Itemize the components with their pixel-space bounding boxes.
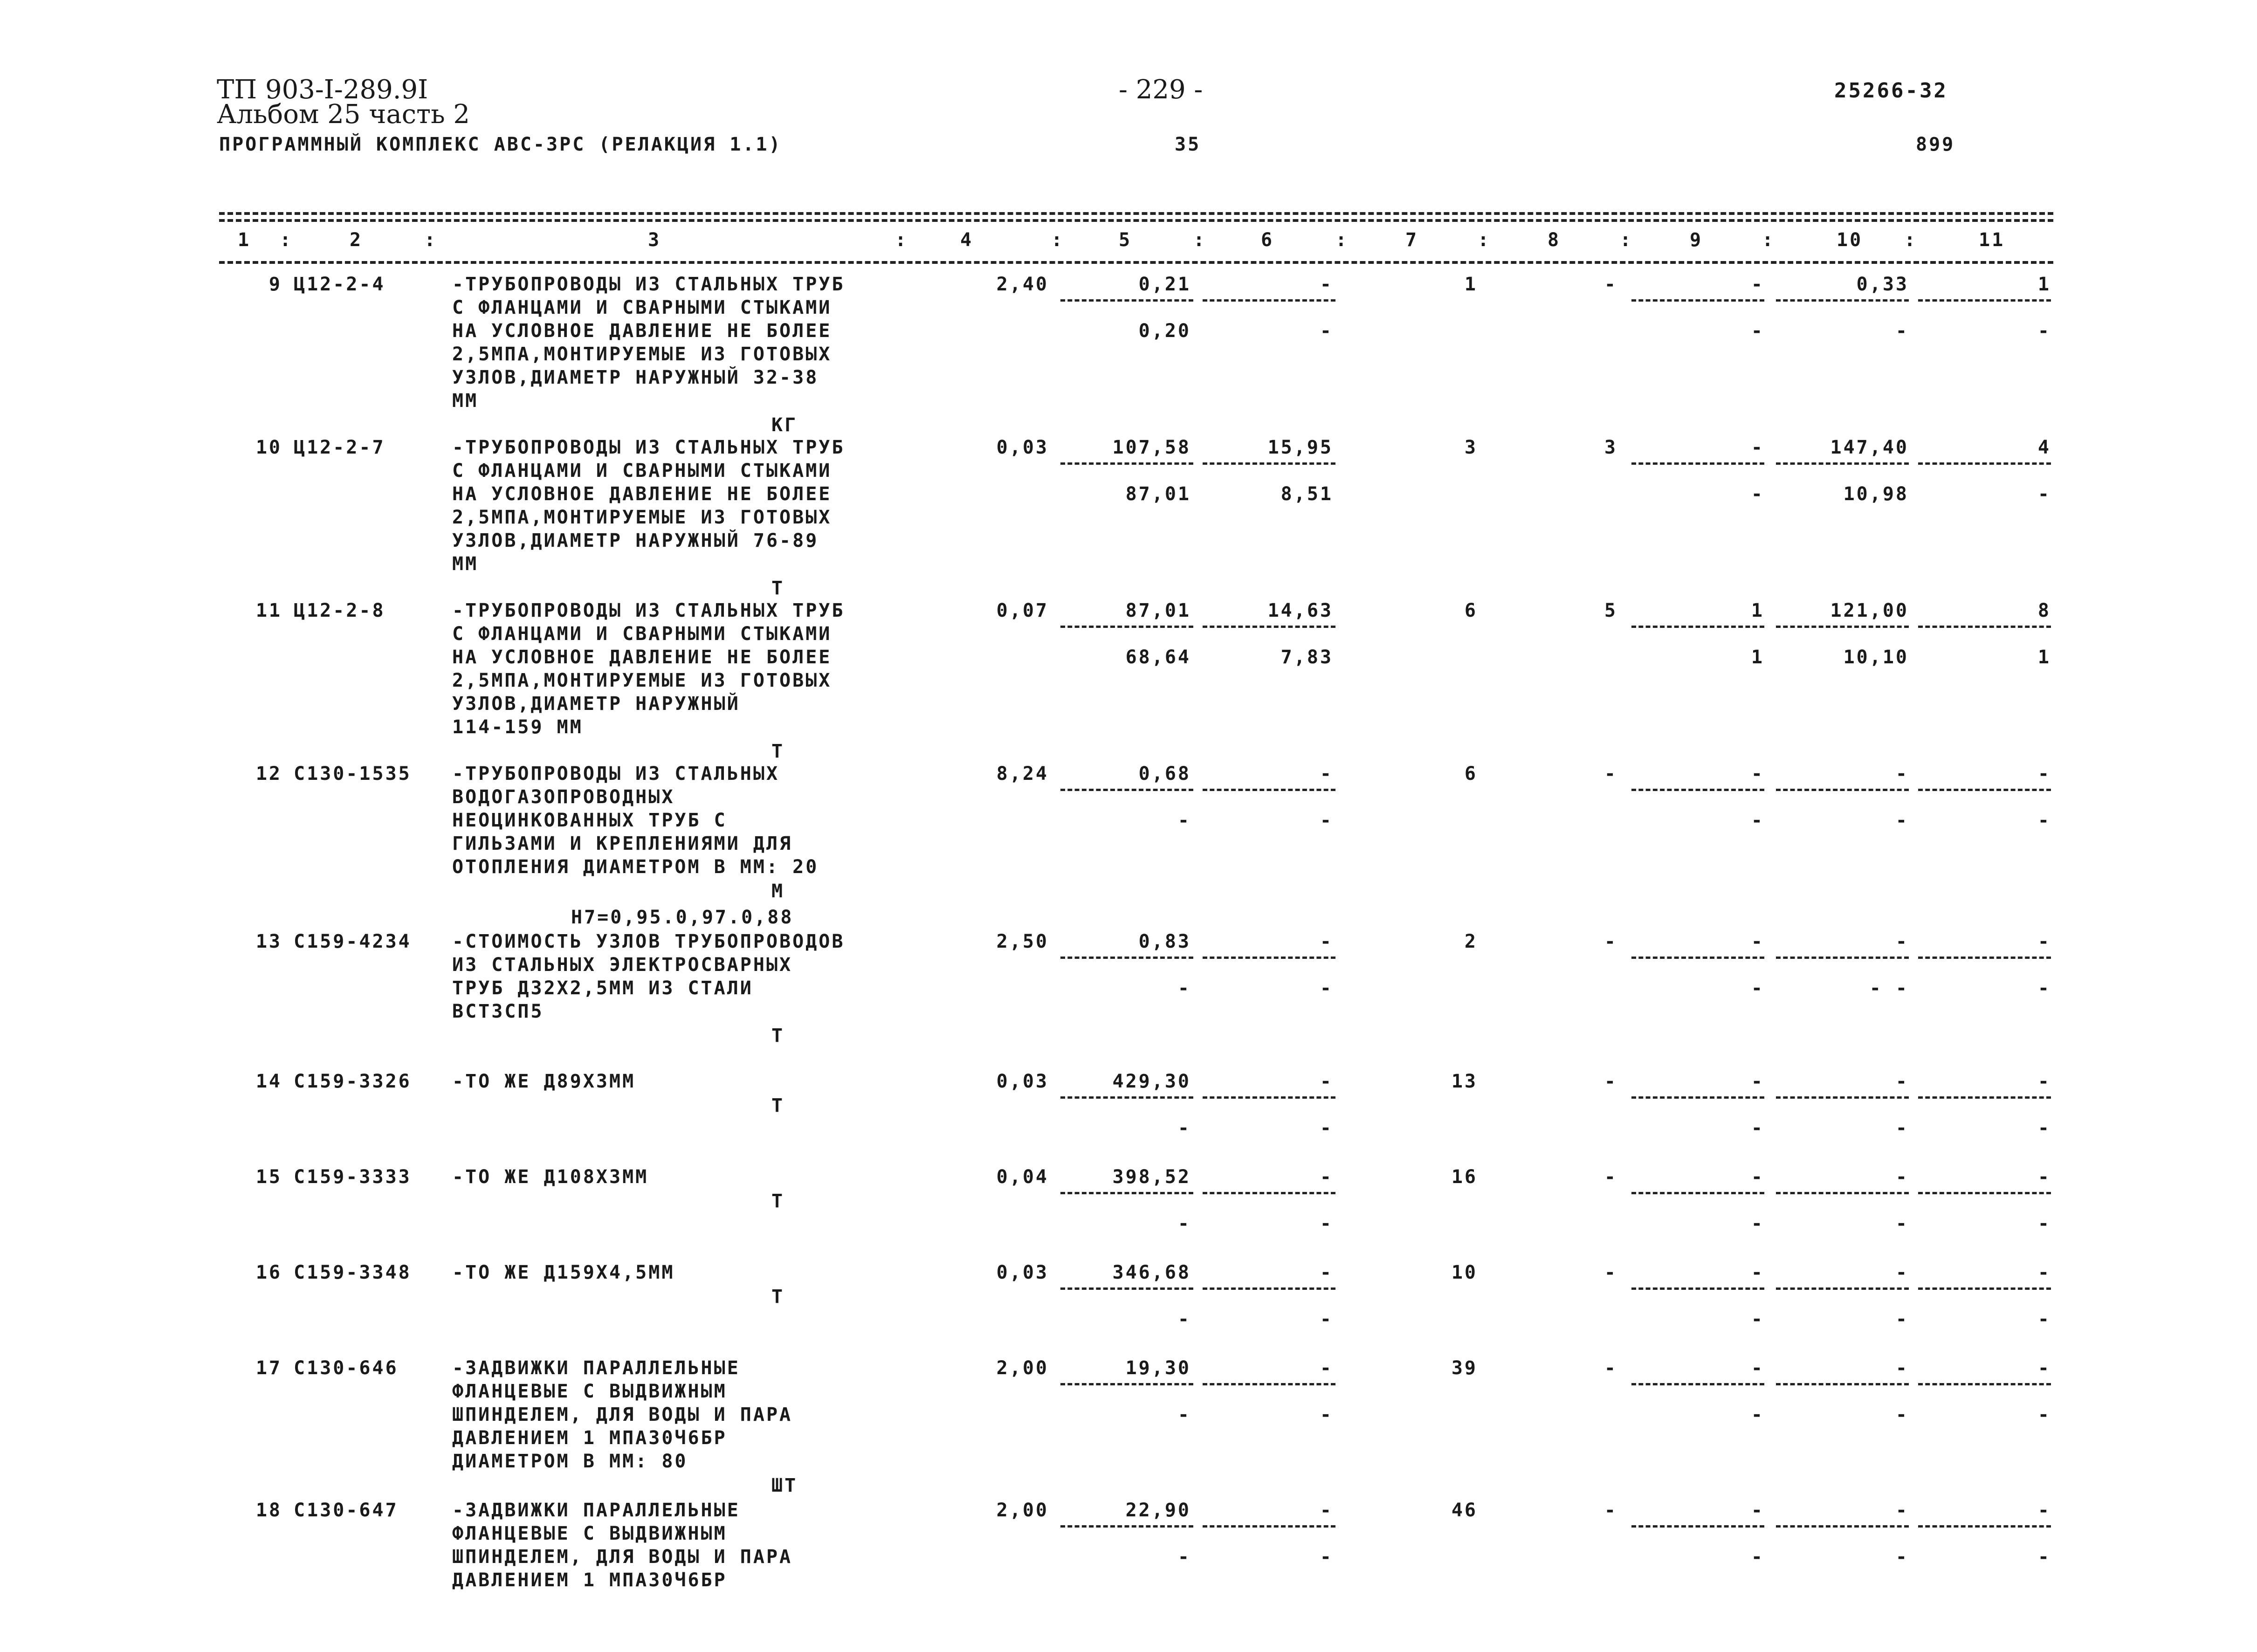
column-header-4: 4 xyxy=(960,229,974,251)
sub-divider xyxy=(1918,462,2051,465)
cell-col5-sub: - xyxy=(1177,977,1191,999)
cell-col10-sub: - xyxy=(1895,320,1909,342)
cell-col9: - xyxy=(1751,931,1764,952)
cell-col11-sub: - xyxy=(2037,810,2051,831)
cell-col6-sub: - xyxy=(1320,1546,1333,1568)
sub-divider xyxy=(1631,957,1764,959)
cell-col9: 1 xyxy=(1751,600,1764,621)
cell-col10: - xyxy=(1895,1071,1909,1092)
cell-col5: 346,68 xyxy=(1112,1262,1191,1283)
cell-col7: 3 xyxy=(1464,437,1478,458)
row-unit: Т xyxy=(771,741,785,762)
cell-col10: - xyxy=(1895,1500,1909,1521)
cell-col4: 0,03 xyxy=(996,1071,1049,1092)
row-number: 11 xyxy=(255,600,282,621)
column-header-3: 3 xyxy=(648,229,661,251)
cell-col7: 6 xyxy=(1464,763,1478,785)
sub-divider xyxy=(1203,626,1335,628)
row-number: 15 xyxy=(255,1166,282,1188)
cell-col9: - xyxy=(1751,1166,1764,1188)
cell-col6: - xyxy=(1320,1071,1333,1092)
cell-col9-sub: - xyxy=(1751,320,1764,342)
column-separator: : xyxy=(280,229,293,251)
sub-divider xyxy=(1631,1383,1764,1385)
cell-col8: - xyxy=(1604,274,1617,295)
cell-col10-sub: - xyxy=(1895,1308,1909,1330)
sub-divider xyxy=(1060,299,1193,302)
row-unit: ШТ xyxy=(771,1475,798,1496)
cell-col5: 398,52 xyxy=(1112,1166,1191,1188)
cell-col9-sub: - xyxy=(1751,1546,1764,1568)
column-separator: : xyxy=(1904,229,1918,251)
cell-col5: 22,90 xyxy=(1125,1500,1191,1521)
column-separator: : xyxy=(1478,229,1491,251)
sub-divider xyxy=(1631,299,1764,302)
cell-col8: - xyxy=(1604,931,1617,952)
cell-col9: - xyxy=(1751,1262,1764,1283)
cell-col11-sub: - xyxy=(2037,320,2051,342)
sub-divider xyxy=(1918,1096,2051,1099)
cell-col10: - xyxy=(1895,1166,1909,1188)
column-header-5: 5 xyxy=(1119,229,1132,251)
cell-col11-sub: - xyxy=(2037,1404,2051,1425)
sub-divider xyxy=(1918,1192,2051,1194)
row-description: -ТРУБОПРОВОДЫ ИЗ СТАЛЬНЫХ ВОДОГАЗОПРОВОДНЫХ НЕОЦИНКОВАННЫХ ТРУБ С ГИЛЬЗАМИ И КРЕПЛЕНИЯМИ ДЛЯ ОТОПЛЕНИЯ ДИАМЕТРОМ В ММ: 20 xyxy=(452,763,819,878)
cell-col5: 19,30 xyxy=(1125,1357,1191,1379)
cell-col9-sub: - xyxy=(1751,483,1764,505)
cell-col6: - xyxy=(1320,931,1333,952)
cell-col11-sub: - xyxy=(2037,977,2051,999)
sheet-number: 35 xyxy=(1175,134,1201,155)
sub-divider xyxy=(1776,1192,1909,1194)
cell-col11: - xyxy=(2037,1500,2051,1521)
row-code: С130-1535 xyxy=(294,763,412,785)
column-separator: : xyxy=(1193,229,1207,251)
cell-col6-sub: - xyxy=(1320,1117,1333,1139)
column-header-7: 7 xyxy=(1405,229,1419,251)
row-code: С130-647 xyxy=(294,1500,399,1521)
sub-divider xyxy=(1918,1287,2051,1290)
row-code: Ц12-2-4 xyxy=(294,274,385,295)
row-code: С130-646 xyxy=(294,1357,399,1379)
table-top-rule-2 xyxy=(219,219,2053,222)
sub-divider xyxy=(1776,957,1909,959)
cell-col5-sub: - xyxy=(1177,810,1191,831)
sub-divider xyxy=(1776,789,1909,791)
header-bottom-rule xyxy=(219,261,2053,264)
cell-col10: 0,33 xyxy=(1856,274,1909,295)
column-header-8: 8 xyxy=(1548,229,1561,251)
cell-col4: 0,03 xyxy=(996,437,1049,458)
cell-col4: 8,24 xyxy=(996,763,1049,785)
cell-col11: - xyxy=(2037,931,2051,952)
cell-col7: 39 xyxy=(1451,1357,1478,1379)
cell-col9-sub: - xyxy=(1751,1213,1764,1234)
cell-col5: 0,83 xyxy=(1138,931,1191,952)
cell-col9: - xyxy=(1751,1357,1764,1379)
cell-col11-sub: - xyxy=(2037,1117,2051,1139)
cell-col7: 1 xyxy=(1464,274,1478,295)
cell-col6: - xyxy=(1320,1166,1333,1188)
sub-divider xyxy=(1060,789,1193,791)
cell-col6-sub: - xyxy=(1320,1308,1333,1330)
cell-col7: 13 xyxy=(1451,1071,1478,1092)
cell-col6: - xyxy=(1320,274,1333,295)
row-number: 13 xyxy=(255,931,282,952)
cell-col7: 46 xyxy=(1451,1500,1478,1521)
sub-divider xyxy=(1631,1096,1764,1099)
cell-col9: - xyxy=(1751,1500,1764,1521)
row-description: -ТРУБОПРОВОДЫ ИЗ СТАЛЬНЫХ ТРУБ С ФЛАНЦАМИ И СВАРНЫМИ СТЫКАМИ НА УСЛОВНОЕ ДАВЛЕНИЕ НЕ БОЛЕЕ 2,5МПА,МОНТИРУЕМЫЕ ИЗ ГОТОВЫХ УЗЛОВ,ДИАМЕТР НАРУЖНЫЙ 76-89 ММ xyxy=(452,437,845,575)
row-unit: Т xyxy=(771,578,785,599)
sub-divider xyxy=(1203,1525,1335,1528)
column-header-10: 10 xyxy=(1837,229,1863,251)
cell-col11-sub: 1 xyxy=(2037,647,2051,668)
row-code: Ц12-2-8 xyxy=(294,600,385,621)
cell-col11: - xyxy=(2037,1357,2051,1379)
cell-col11: - xyxy=(2037,763,2051,785)
cell-col4: 2,40 xyxy=(996,274,1049,295)
sub-divider xyxy=(1918,789,2051,791)
cell-col6: - xyxy=(1320,1262,1333,1283)
column-header-1: 1 xyxy=(238,229,251,251)
row-code: С159-4234 xyxy=(294,931,412,952)
cell-col6: - xyxy=(1320,1500,1333,1521)
sub-divider xyxy=(1776,1096,1909,1099)
sub-divider xyxy=(1203,1383,1335,1385)
sub-divider xyxy=(1631,1525,1764,1528)
cell-col7: 6 xyxy=(1464,600,1478,621)
cell-col5-sub: - xyxy=(1177,1308,1191,1330)
cell-col6-sub: - xyxy=(1320,810,1333,831)
column-separator: : xyxy=(1620,229,1633,251)
cell-col6-sub: - xyxy=(1320,320,1333,342)
sub-divider xyxy=(1631,789,1764,791)
cell-col5-sub: - xyxy=(1177,1213,1191,1234)
row-code: С159-3348 xyxy=(294,1262,412,1283)
column-header-2: 2 xyxy=(350,229,363,251)
cell-col9-sub: - xyxy=(1751,1117,1764,1139)
cell-col4: 0,04 xyxy=(996,1166,1049,1188)
sub-divider xyxy=(1060,1287,1193,1290)
cell-col10: - xyxy=(1895,931,1909,952)
cell-col4: 0,07 xyxy=(996,600,1049,621)
cell-col5: 0,68 xyxy=(1138,763,1191,785)
row-number: 10 xyxy=(255,437,282,458)
sub-divider xyxy=(1631,626,1764,628)
cell-col10-sub: - xyxy=(1895,1546,1909,1568)
cell-col4: 2,00 xyxy=(996,1500,1049,1521)
cell-col5-sub: - xyxy=(1177,1404,1191,1425)
row-number: 18 xyxy=(255,1500,282,1521)
cell-col8: - xyxy=(1604,1071,1617,1092)
cell-col9: - xyxy=(1751,274,1764,295)
cell-col11: 8 xyxy=(2037,600,2051,621)
sheet-total: 899 xyxy=(1916,134,1955,155)
cell-col10: - xyxy=(1895,1357,1909,1379)
cell-col9-sub: - xyxy=(1751,810,1764,831)
sub-divider xyxy=(1776,1525,1909,1528)
cell-col10-sub: 10,10 xyxy=(1843,647,1909,668)
sub-divider xyxy=(1918,957,2051,959)
cell-col11-sub: - xyxy=(2037,1546,2051,1568)
sub-divider xyxy=(1203,1096,1335,1099)
cell-col10: - xyxy=(1895,1262,1909,1283)
row-description: -ТРУБОПРОВОДЫ ИЗ СТАЛЬНЫХ ТРУБ С ФЛАНЦАМИ И СВАРНЫМИ СТЫКАМИ НА УСЛОВНОЕ ДАВЛЕНИЕ НЕ БОЛЕЕ 2,5МПА,МОНТИРУЕМЫЕ ИЗ ГОТОВЫХ УЗЛОВ,ДИАМЕТР НАРУЖНЫЙ 32-38 ММ xyxy=(452,274,845,412)
cell-col4: 2,00 xyxy=(996,1357,1049,1379)
cell-col5: 429,30 xyxy=(1112,1071,1191,1092)
row-number: 14 xyxy=(255,1071,282,1092)
row-description: -ЗАДВИЖКИ ПАРАЛЛЕЛЬНЫЕ ФЛАНЦЕВЫЕ С ВЫДВИЖНЫМ ШПИНДЕЛЕМ, ДЛЯ ВОДЫ И ПАРА ДАВЛЕНИЕМ 1 МПА30Ч6БР xyxy=(452,1500,793,1591)
row-unit: Т xyxy=(771,1025,785,1046)
sub-divider xyxy=(1918,1525,2051,1528)
row-description: -СТОИМОСТЬ УЗЛОВ ТРУБОПРОВОДОВ ИЗ СТАЛЬНЫХ ЭЛЕКТРОСВАРНЫХ ТРУБ Д32Х2,5ММ ИЗ СТАЛИ ВСТ3СП5 xyxy=(452,931,845,1022)
column-separator: : xyxy=(424,229,438,251)
cell-col8: - xyxy=(1604,763,1617,785)
row-number: 16 xyxy=(255,1262,282,1283)
sub-divider xyxy=(1918,299,2051,302)
sub-divider xyxy=(1203,1192,1335,1194)
cell-col10: 121,00 xyxy=(1830,600,1909,621)
cell-col8: - xyxy=(1604,1262,1617,1283)
cell-col5: 87,01 xyxy=(1125,600,1191,621)
column-header-9: 9 xyxy=(1690,229,1703,251)
doc-code: ТП 903-I-289.9I xyxy=(217,75,428,105)
row-number: 17 xyxy=(255,1357,282,1379)
cell-col8: 5 xyxy=(1604,600,1617,621)
cell-col5-sub: 0,20 xyxy=(1138,320,1191,342)
column-separator: : xyxy=(1335,229,1349,251)
page-number: - 229 - xyxy=(1119,75,1203,105)
cell-col9: - xyxy=(1751,763,1764,785)
cell-col8: - xyxy=(1604,1166,1617,1188)
cell-col6: - xyxy=(1320,763,1333,785)
cell-col9-sub: 1 xyxy=(1751,647,1764,668)
sub-divider xyxy=(1060,957,1193,959)
cell-col11-sub: - xyxy=(2037,1308,2051,1330)
row-description: -ТО ЖЕ Д108Х3ММ xyxy=(452,1166,649,1188)
sub-divider xyxy=(1918,1383,2051,1385)
sub-divider xyxy=(1203,789,1335,791)
cell-col5-sub: 87,01 xyxy=(1125,483,1191,505)
stamp-number: 25266-32 xyxy=(1834,79,1948,103)
row-number: 12 xyxy=(255,763,282,785)
column-separator: : xyxy=(1762,229,1775,251)
cell-col7: 16 xyxy=(1451,1166,1478,1188)
cell-col10-sub: 10,98 xyxy=(1843,483,1909,505)
cell-col4: 2,50 xyxy=(996,931,1049,952)
row-number: 9 xyxy=(268,274,282,295)
cell-col8: - xyxy=(1604,1500,1617,1521)
row-code: Ц12-2-7 xyxy=(294,437,385,458)
cell-col5: 107,58 xyxy=(1112,437,1191,458)
table-top-rule xyxy=(219,212,2053,215)
cell-col7: 2 xyxy=(1464,931,1478,952)
cell-col10: - xyxy=(1895,763,1909,785)
cell-col10-sub: - - xyxy=(1869,977,1909,999)
row-unit: Т xyxy=(771,1095,785,1116)
cell-col6-sub: 7,83 xyxy=(1280,647,1333,668)
sub-divider xyxy=(1776,299,1909,302)
sub-divider xyxy=(1631,462,1764,465)
cell-col6-sub: - xyxy=(1320,977,1333,999)
cell-col5-sub: 68,64 xyxy=(1125,647,1191,668)
cell-col6: 15,95 xyxy=(1267,437,1333,458)
sub-divider xyxy=(1060,1096,1193,1099)
sub-divider xyxy=(1060,626,1193,628)
cell-col10-sub: - xyxy=(1895,1117,1909,1139)
cell-col5-sub: - xyxy=(1177,1546,1191,1568)
cell-col5: 0,21 xyxy=(1138,274,1191,295)
sub-divider xyxy=(1631,1287,1764,1290)
column-header-11: 11 xyxy=(1979,229,2005,251)
cell-col9-sub: - xyxy=(1751,977,1764,999)
cell-col6: - xyxy=(1320,1357,1333,1379)
cell-col6: 14,63 xyxy=(1267,600,1333,621)
cell-col4: 0,03 xyxy=(996,1262,1049,1283)
cell-col9-sub: - xyxy=(1751,1404,1764,1425)
row-description: -ТО ЖЕ Д89Х3ММ xyxy=(452,1071,636,1092)
sub-divider xyxy=(1776,462,1909,465)
cell-col11: 4 xyxy=(2037,437,2051,458)
sub-divider xyxy=(1918,626,2051,628)
cell-col8: - xyxy=(1604,1357,1617,1379)
row-code: С159-3333 xyxy=(294,1166,412,1188)
row-code: С159-3326 xyxy=(294,1071,412,1092)
sub-divider xyxy=(1060,1525,1193,1528)
sub-divider xyxy=(1631,1192,1764,1194)
row-unit: КГ xyxy=(771,414,798,436)
cell-col6-sub: - xyxy=(1320,1213,1333,1234)
album-label: Альбом 25 часть 2 xyxy=(217,99,470,130)
column-separator: : xyxy=(1051,229,1065,251)
cell-col5-sub: - xyxy=(1177,1117,1191,1139)
column-header-6: 6 xyxy=(1261,229,1274,251)
program-title: ПРОГРАММНЫЙ КОМПЛЕКС АВС-ЗРС (РЕЛАКЦИЯ 1.1) xyxy=(219,134,782,155)
row-unit: М xyxy=(771,881,785,902)
cell-col11-sub: - xyxy=(2037,483,2051,505)
cell-col9: - xyxy=(1751,437,1764,458)
sub-divider xyxy=(1203,299,1335,302)
row-coefficients: Н7=0,95.0,97.0,88 xyxy=(571,907,794,928)
sub-divider xyxy=(1776,626,1909,628)
row-description: -ТРУБОПРОВОДЫ ИЗ СТАЛЬНЫХ ТРУБ С ФЛАНЦАМИ И СВАРНЫМИ СТЫКАМИ НА УСЛОВНОЕ ДАВЛЕНИЕ НЕ БОЛЕЕ 2,5МПА,МОНТИРУЕМЫЕ ИЗ ГОТОВЫХ УЗЛОВ,ДИАМЕТР НАРУЖНЫЙ 114-159 ММ xyxy=(452,600,845,738)
sub-divider xyxy=(1203,1287,1335,1290)
cell-col11: 1 xyxy=(2037,274,2051,295)
sub-divider xyxy=(1776,1287,1909,1290)
cell-col11: - xyxy=(2037,1262,2051,1283)
sub-divider xyxy=(1776,1383,1909,1385)
cell-col6-sub: 8,51 xyxy=(1280,483,1333,505)
sub-divider xyxy=(1060,462,1193,465)
cell-col10-sub: - xyxy=(1895,1404,1909,1425)
cell-col9-sub: - xyxy=(1751,1308,1764,1330)
cell-col9: - xyxy=(1751,1071,1764,1092)
cell-col11: - xyxy=(2037,1071,2051,1092)
row-unit: Т xyxy=(771,1286,785,1308)
row-unit: Т xyxy=(771,1191,785,1212)
sub-divider xyxy=(1060,1192,1193,1194)
cell-col7: 10 xyxy=(1451,1262,1478,1283)
cell-col10: 147,40 xyxy=(1830,437,1909,458)
sub-divider xyxy=(1203,957,1335,959)
cell-col10-sub: - xyxy=(1895,810,1909,831)
cell-col11-sub: - xyxy=(2037,1213,2051,1234)
sub-divider xyxy=(1203,462,1335,465)
cell-col6-sub: - xyxy=(1320,1404,1333,1425)
row-description: -ТО ЖЕ Д159Х4,5ММ xyxy=(452,1262,675,1283)
cell-col8: 3 xyxy=(1604,437,1617,458)
cell-col10-sub: - xyxy=(1895,1213,1909,1234)
row-description: -ЗАДВИЖКИ ПАРАЛЛЕЛЬНЫЕ ФЛАНЦЕВЫЕ С ВЫДВИЖНЫМ ШПИНДЕЛЕМ, ДЛЯ ВОДЫ И ПАРА ДАВЛЕНИЕМ 1 МПА30Ч6БР ДИАМЕТРОМ В ММ: 80 xyxy=(452,1357,793,1472)
sub-divider xyxy=(1060,1383,1193,1385)
cell-col11: - xyxy=(2037,1166,2051,1188)
column-separator: : xyxy=(895,229,908,251)
